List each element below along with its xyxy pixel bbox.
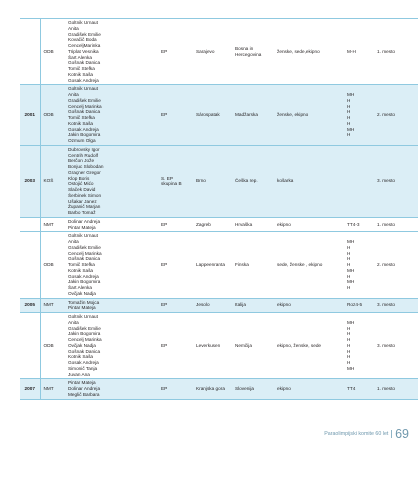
row-results: Roz4-5 [346, 298, 376, 313]
row-place: 1. mesto [376, 217, 418, 232]
row-names: Dubrovsky Igor Centrih Rudolf Berčon Jože Bonjuc Slobodan Graçner Gregor Klop Boris Ostojić Mićo Slaček David Šerbinek Simon Ušakar Janez Županič Marjan Barbo Tomaž [65, 145, 160, 217]
row-results: MH H H H H H MH H [346, 85, 376, 146]
row-place: 3. mesto [376, 145, 418, 217]
footer-separator [391, 430, 392, 438]
page-number: 69 [395, 427, 409, 441]
row-city: Leverkusen [195, 313, 234, 379]
row-discipline: ženske, ekipno [276, 85, 346, 146]
row-place: 3. mesto [376, 313, 418, 379]
row-results: TT4-3 [346, 217, 376, 232]
page-footer [324, 427, 409, 441]
row-year: 2007 [20, 379, 40, 399]
row-competition: ODB [40, 85, 65, 146]
row-place: 3. mesto [376, 298, 418, 313]
row-country: Bosna in Hercegovina [234, 19, 276, 85]
row-level: EP [160, 379, 195, 399]
row-names: Dolinar Andreja Pintar Mateja [65, 217, 160, 232]
row-city: Jesolo [195, 298, 234, 313]
row-results: MH H H H H H H H MH [346, 313, 376, 379]
row-level: EP [160, 232, 195, 298]
row-place: 1. mesto [376, 19, 418, 85]
row-level: EP [160, 85, 195, 146]
row-competition: ODB [40, 19, 65, 85]
table-row [20, 217, 418, 232]
row-year [20, 232, 40, 298]
row-year: 2001 [20, 85, 40, 146]
row-results: TT4 [346, 379, 376, 399]
row-results [346, 145, 376, 217]
row-results: MH H H H H MH H MH H [346, 232, 376, 298]
row-country: Madžarska [234, 85, 276, 146]
row-country: Slovenija [234, 379, 276, 399]
row-city: Sarajevo [195, 19, 234, 85]
row-year: 2003 [20, 145, 40, 217]
row-place: 1. mesto [376, 379, 418, 399]
row-level: EP [160, 19, 195, 85]
row-place: 2. mesto [376, 232, 418, 298]
row-country: Italija [234, 298, 276, 313]
row-competition: NMT [40, 217, 65, 232]
row-city: Zagreb [195, 217, 234, 232]
row-country: Češka rep. [234, 145, 276, 217]
row-discipline: košarka [276, 145, 346, 217]
row-discipline: sede, ženske , ekipno [276, 232, 346, 298]
row-country: Finska [234, 232, 276, 298]
row-competition: ODB [40, 313, 65, 379]
row-results: M-H [346, 19, 376, 85]
row-discipline: ekipno, ženske, sede [276, 313, 346, 379]
row-year [20, 217, 40, 232]
table-row [20, 313, 418, 379]
row-country: Nemčija [234, 313, 276, 379]
row-city: Lappeenranta [195, 232, 234, 298]
row-city: Brno [195, 145, 234, 217]
row-year [20, 19, 40, 85]
row-names: Tomažin Mojca Pintar Mateja [65, 298, 160, 313]
row-year: 2005 [20, 298, 40, 313]
row-level: EP [160, 313, 195, 379]
row-place: 2. mesto [376, 85, 418, 146]
row-discipline: ženske, sede,ekipno [276, 19, 346, 85]
row-competition: NMT [40, 379, 65, 399]
row-names: Goltnik Urnaut Anita Gradišek Emilie Cencelj Marinka Gošnak Danica Tomič Stefka Kotnik Saša Gosak Andreja Jakin Bogomira Ozmum Olga [65, 85, 160, 146]
table-row [20, 85, 418, 146]
row-level: EP [160, 217, 195, 232]
footer-title: Paraolimpijski komite 60 let [324, 431, 389, 437]
row-discipline: ekipno [276, 298, 346, 313]
row-competition: KOŠ [40, 145, 65, 217]
row-country: Hrvaška [234, 217, 276, 232]
row-names: Goltnik Urnaut Anita Gradišek Emilie Cencelj Marinka Gošnak Danica Tomič Stefka Kotnik Saša Gosak Andreja Jakin Bogomira Šart Alenka Ovčjak Nadja [65, 232, 160, 298]
row-names: Goltnik Urnaut Anita Gradišek Emilie Kovačič Boda CenceljMarinka Triplat Vesnika Šart Alenka Gošnak Danica Tomič Stefka Kotnik Saša Gosak Andreja [65, 19, 160, 85]
table-row [20, 298, 418, 313]
row-competition: ODB [40, 232, 65, 298]
row-discipline: ekipno [276, 217, 346, 232]
table-row [20, 379, 418, 399]
row-discipline: ekipno [276, 379, 346, 399]
table-row [20, 232, 418, 298]
row-city: Kranjska gora [195, 379, 234, 399]
table-row [20, 19, 418, 85]
row-names: Pintar Mateja Dolinar Andreja Meglič Barbara [65, 379, 160, 399]
table-row [20, 145, 418, 217]
results-table [20, 18, 418, 400]
row-level: S. EP skupina B [160, 145, 195, 217]
row-names: Goltnik Urnaut Anita Gradišek Emilie Jakin Bogomira Cencelj Marinka Ovčjak Nadja Gošnak Danica Kotnik Saša Gosak Andreja Simonič Tanja Juvan Ana [65, 313, 160, 379]
row-city: Sárospatak [195, 85, 234, 146]
row-level: EP [160, 298, 195, 313]
row-competition: NMT [40, 298, 65, 313]
row-year [20, 313, 40, 379]
